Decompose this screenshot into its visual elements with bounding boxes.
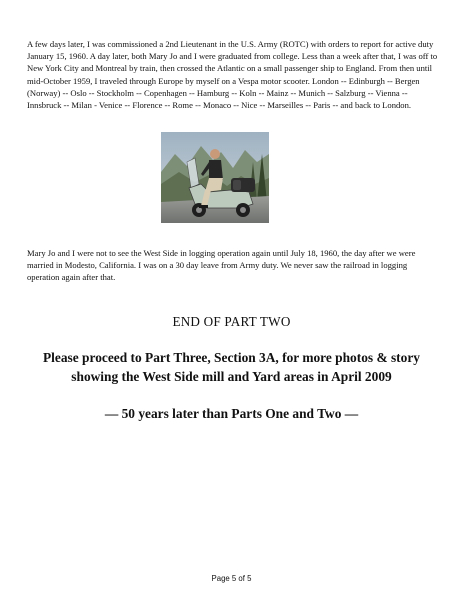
vespa-scooter-photo [161,132,269,223]
proceed-instructions: Please proceed to Part Three, Section 3A, for more photos & story showing the West Side mill and Yard areas in April 2009 [43,350,420,384]
page-number: Page 5 of 5 [211,574,252,583]
paragraph-married: Mary Jo and I were not to see the West Side in logging operation again until July 18, 1960, the day after we were married in Modesto, California. I was on a 30 day leave from Army duty. We never saw the railroad in logging operation again after that. [27,248,416,283]
paragraph-travel: A few days later, I was commissioned a 2nd Lieutenant in the U.S. Army (ROTC) with orders to report for active duty January 15, 1960. A day later, both Mary Jo and I were graduated from college. Less than a week after that, I was off to New York City and Montreal by train, then crossed the Atlantic on a small passenger ship to England. From then until mid-October 1959, I traveled through Europe by myself on a Vespa motor scooter. London -- Edinburgh -- Bergen (Norway) -- Oslo -- Stockholm -- Copenhagen -- Hamburg -- Koln -- Mainz -- Munich -- Salzburg -- Vienna -- Innsbruck -- Milan - Venice -- Florence -- Rome -- Monaco -- Nice -- Marseilles -- Paris -- and back to London. [27,39,438,111]
end-of-part-heading: END OF PART TWO [172,314,291,329]
years-later-note: — 50 years later than Parts One and Two — [104,406,359,421]
